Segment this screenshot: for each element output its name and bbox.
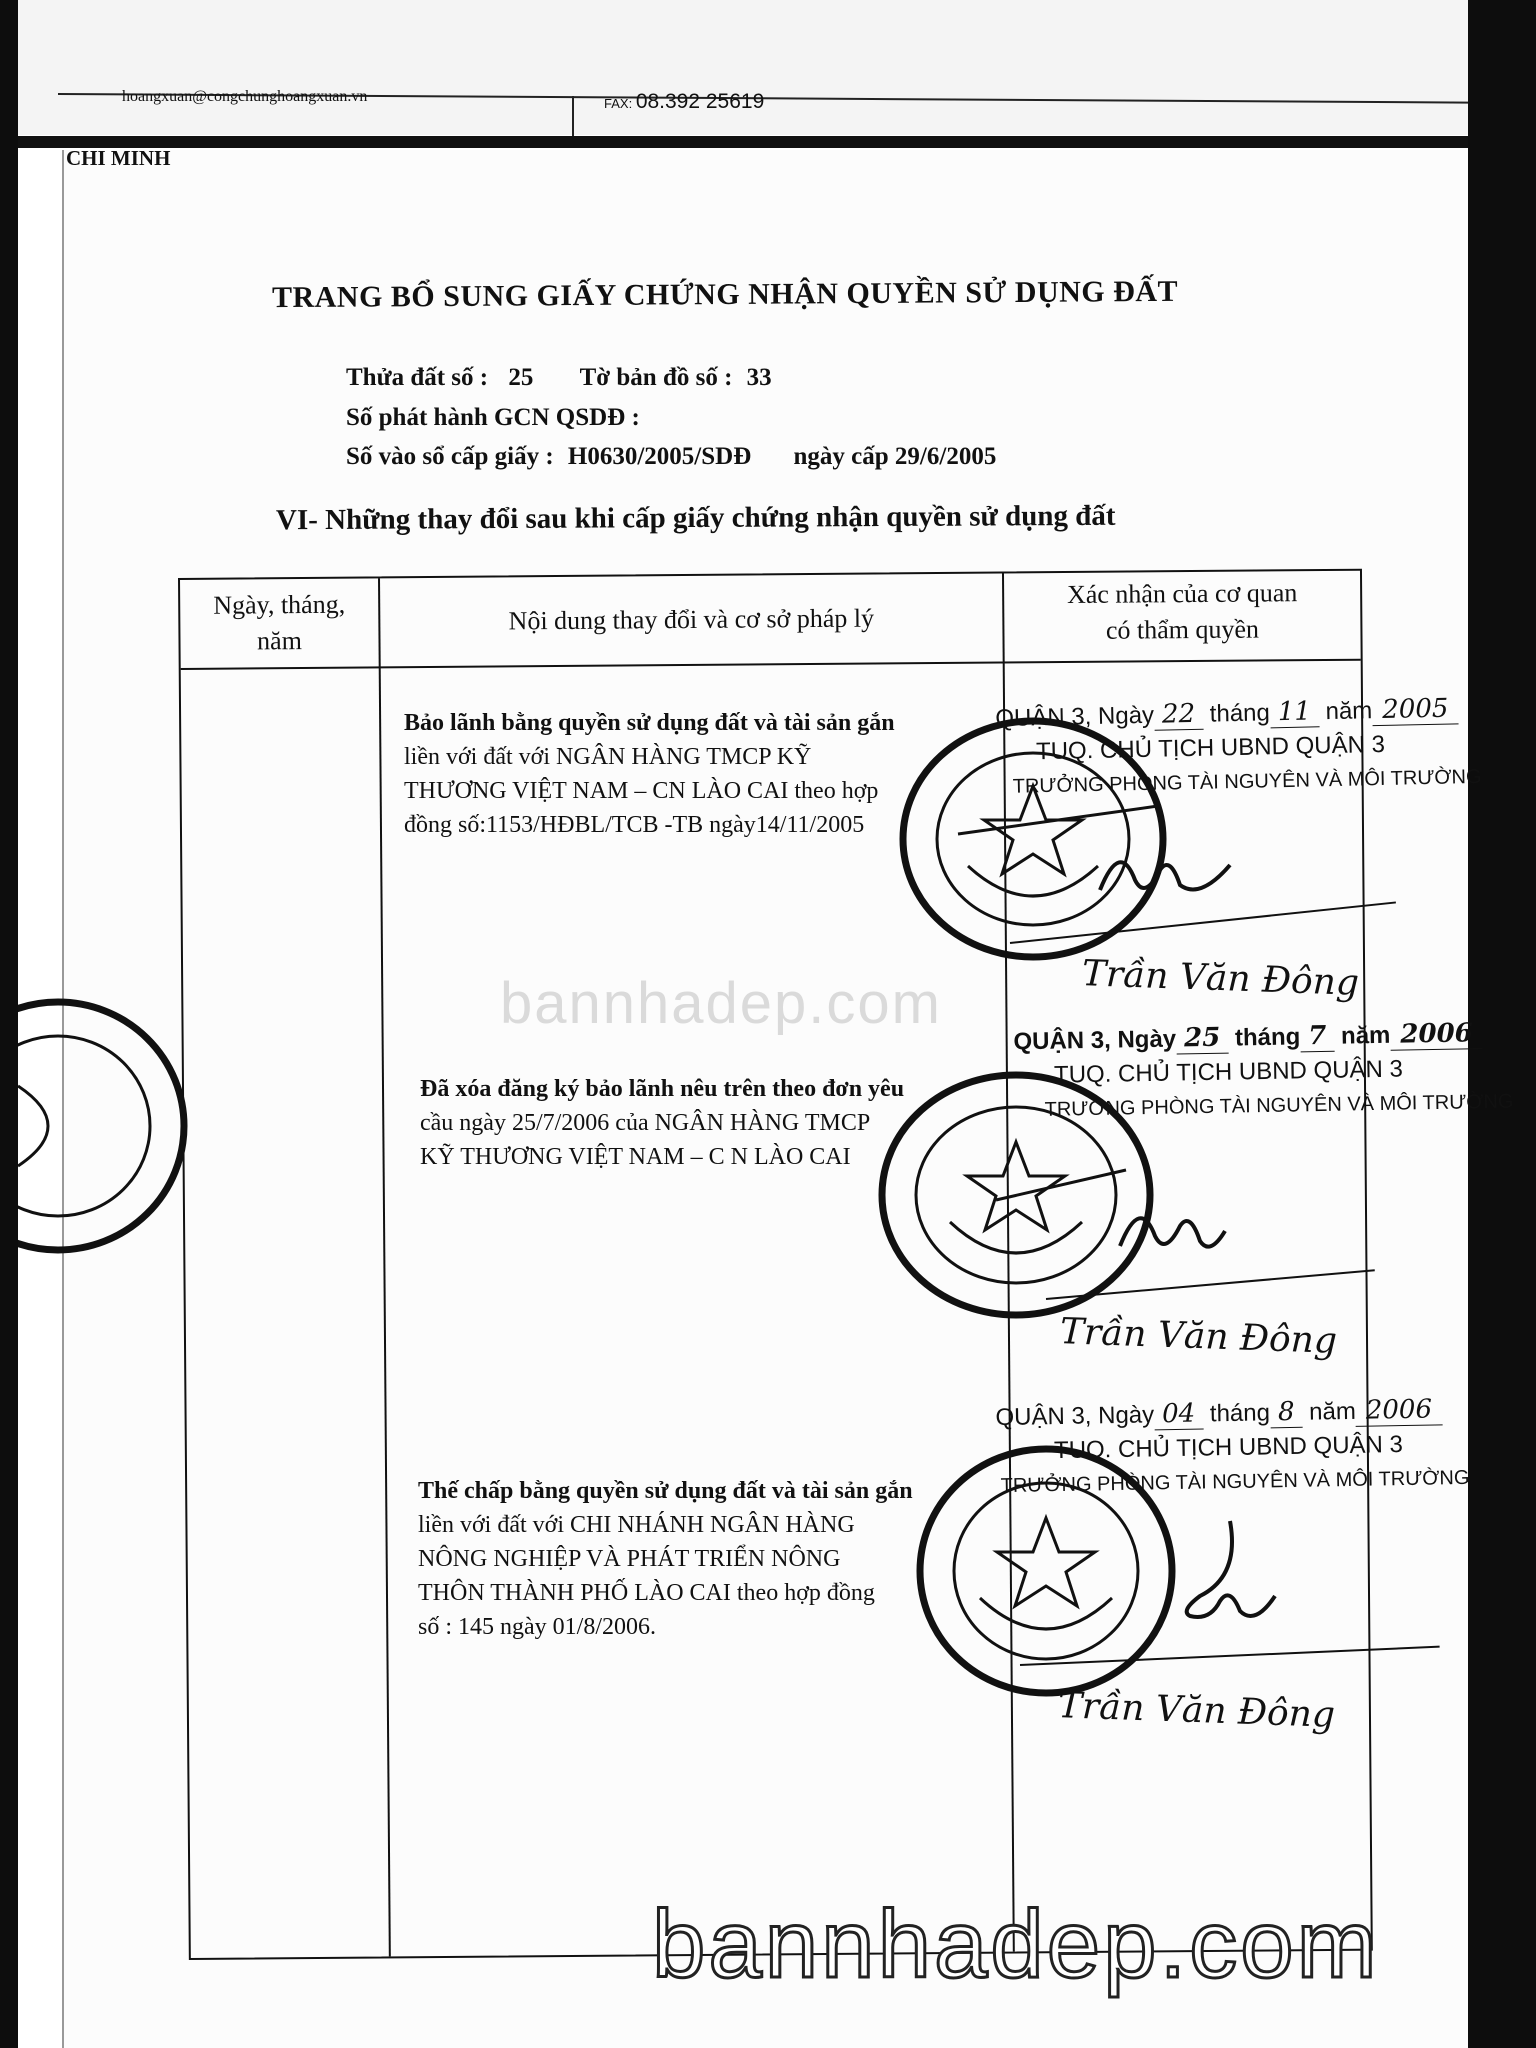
entry-2-line-2: cầu ngày 25/7/2006 của NGÂN HÀNG TMCP: [420, 1110, 871, 1136]
entry-1-month-label: tháng: [1209, 699, 1271, 728]
entry-3-authority-1: TUQ. CHỦ TỊCH UBND QUẬN 3: [1053, 1431, 1404, 1465]
entry-1-day: 22: [1154, 699, 1204, 731]
entry-2-month: 7: [1300, 1021, 1335, 1053]
entry-1-line-3: THƯƠNG VIỆT NAM – CN LÀO CAI theo hợp: [404, 778, 879, 804]
watermark-large: bannhadep.com: [652, 1891, 1380, 1998]
map-label: Tờ bản đồ số :: [579, 364, 733, 391]
entry-2-content: [420, 1072, 904, 1174]
entry-3-line-3: NÔNG NGHIỆP VÀ PHÁT TRIỂN NÔNG: [418, 1546, 841, 1572]
entry-2-year: 2006: [1390, 1018, 1483, 1051]
fax-label: FAX:: [604, 96, 633, 111]
entry-1-line-1: Bảo lãnh bằng quyền sử dụng đất và tài sản gắn: [404, 710, 895, 736]
watermark-small: bannhadep.com: [500, 971, 942, 1036]
entry-3-date-prefix: QUẬN 3, Ngày: [995, 1401, 1155, 1432]
signature-mark-3: [1170, 1516, 1280, 1636]
entry-3-line-5: số : 145 ngày 01/8/2006.: [418, 1614, 656, 1640]
issue-date-label: ngày cấp: [793, 443, 889, 470]
entry-2-date-prefix: QUẬN 3, Ngày: [1013, 1025, 1177, 1056]
page-gap-band: [18, 136, 1516, 148]
entry-3-month-label: tháng: [1209, 1399, 1271, 1428]
entry-1-line-2: liền với đất với NGÂN HÀNG TMCP KỸ: [404, 744, 812, 770]
column-header-content: Nội dung thay đổi và cơ sở pháp lý: [508, 603, 875, 636]
header-fax: [604, 90, 764, 114]
fax-number: 08.392 25619: [635, 90, 765, 113]
register-info: [346, 443, 996, 471]
entry-1-line-4: đồng số:1153/HĐBL/TCB -TB ngày14/11/2005: [404, 812, 865, 838]
entry-1-date-prefix: QUẬN 3, Ngày: [995, 701, 1155, 733]
entry-1-authority-2: TRƯỞNG PHÒNG TÀI NGUYÊN VÀ MÔI TRƯỜNG: [1012, 765, 1482, 798]
official-seal-3: [914, 1442, 1178, 1700]
column-header-date: [180, 586, 379, 660]
entry-2-month-label: tháng: [1234, 1023, 1301, 1052]
entry-3-line-4: THÔN THÀNH PHỐ LÀO CAI theo hợp đồng: [418, 1580, 875, 1606]
header-bottom-rule: [181, 659, 1361, 670]
entry-2-authority-1: TUQ. CHỦ TỊCH UBND QUẬN 3: [1053, 1055, 1404, 1089]
entry-1-year: 2005: [1372, 693, 1459, 726]
entry-2-signer: Trần Văn Đông: [1059, 1311, 1338, 1362]
entry-1-authority-1: TUQ. CHỦ TỊCH UBND QUẬN 3: [1035, 730, 1386, 766]
plot-label: Thửa đất số :: [346, 364, 489, 391]
entry-2-authority-2: TRƯỞNG PHÒNG TÀI NGUYÊN VÀ MÔI TRƯỜNG: [1044, 1090, 1514, 1121]
entry-2-line-1: Đã xóa đăng ký bảo lãnh nêu trên theo đơn yêu: [420, 1076, 905, 1102]
partial-seal-left: [18, 996, 188, 1256]
header-email: hoangxuan@congchunghoangxuan.vn: [122, 88, 368, 105]
entry-1-year-label: năm: [1325, 697, 1373, 726]
issue-date: 29/6/2005: [894, 443, 997, 470]
column-header-confirmation-line1: Xác nhận của cơ quan: [1066, 578, 1298, 610]
signature-mark-2: [1110, 1196, 1230, 1266]
official-seal-2: [876, 1070, 1156, 1320]
entry-3-authority-2: TRƯỞNG PHÒNG TÀI NGUYÊN VÀ MÔI TRƯỜNG: [1000, 1466, 1470, 1498]
official-seal-1: [898, 716, 1168, 962]
column-header-confirmation: [1004, 575, 1361, 650]
header-divider: [572, 96, 574, 136]
column-header-confirmation-line2: có thẩm quyền: [1105, 614, 1260, 645]
entry-3-month: 8: [1270, 1397, 1303, 1429]
register-number: H0630/2005/SDĐ: [567, 443, 752, 470]
entry-2-year-label: năm: [1340, 1021, 1391, 1050]
document-title: TRANG BỔ SUNG GIẤY CHỨNG NHẬN QUYỀN SỬ DỤNG ĐẤT: [271, 274, 1179, 315]
entry-1-month: 11: [1270, 696, 1320, 728]
entry-3-content: [418, 1474, 913, 1644]
column-header-date-line2: năm: [256, 626, 302, 656]
entry-2-line-3: KỸ THƯƠNG VIỆT NAM – C N LÀO CAI: [420, 1144, 851, 1170]
plot-info: [346, 364, 772, 392]
section-title: VI- Những thay đổi sau khi cấp giấy chứng nhận quyền sử dụng đất: [275, 499, 1116, 537]
entry-3-line-2: liền với đất với CHI NHÁNH NGÂN HÀNG: [418, 1512, 855, 1538]
scan-left-edge: [0, 0, 18, 2048]
entry-3-year: 2006: [1356, 1394, 1443, 1426]
previous-page-strip: [18, 0, 1516, 135]
entry-3-day: 04: [1154, 1399, 1204, 1431]
column-divider-1: [378, 578, 391, 1956]
entry-3-year-label: năm: [1308, 1397, 1357, 1426]
entry-2-day: 25: [1176, 1023, 1229, 1055]
entry-3-line-1: Thế chấp bằng quyền sử dụng đất và tài sản gắn: [418, 1478, 913, 1504]
entry-1-content: [404, 706, 895, 842]
issue-number-label: Số phát hành GCN QSDĐ :: [346, 404, 640, 431]
entry-1-signer: Trần Văn Đông: [1081, 953, 1360, 1004]
column-header-date-line1: Ngày, tháng,: [213, 589, 346, 620]
plot-number: 25: [508, 364, 534, 391]
corner-text: CHI MINH: [66, 146, 171, 170]
entry-3-signer: Trần Văn Đông: [1057, 1685, 1336, 1736]
map-number: 33: [746, 364, 772, 391]
register-label: Số vào sổ cấp giấy :: [346, 443, 554, 470]
signature-mark-1: [1090, 840, 1240, 910]
